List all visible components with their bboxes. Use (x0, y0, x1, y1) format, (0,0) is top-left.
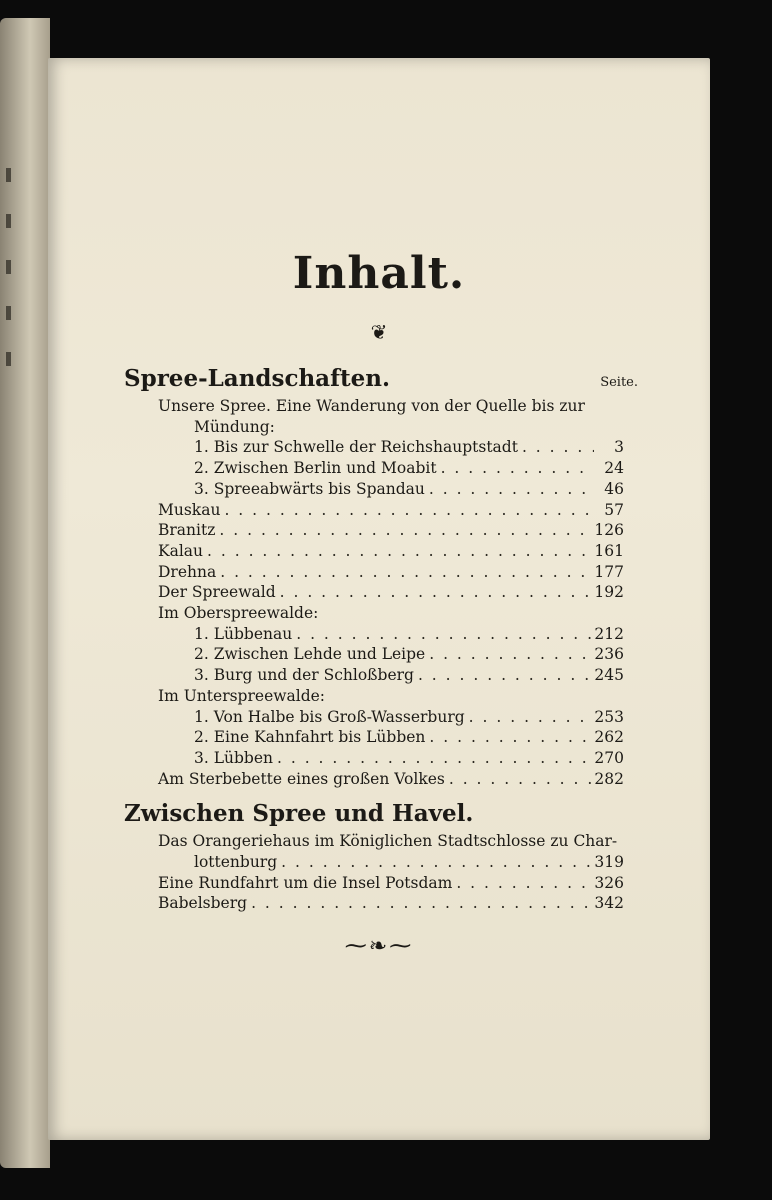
toc-entry (124, 562, 624, 583)
toc-entry (124, 437, 624, 458)
toc-entry-label: 2. Eine Kahnfahrt bis Lübben (194, 728, 426, 747)
toc-entry (124, 873, 624, 894)
toc-entry-label: 1. Lübbenau (194, 624, 293, 643)
leader-dots (276, 582, 594, 603)
toc-entry (124, 769, 624, 790)
toc-page-number: 177 (594, 562, 624, 581)
toc-page-number: 46 (604, 479, 624, 498)
toc-entry (124, 520, 624, 541)
leader-dots (292, 624, 594, 645)
toc-entry (124, 665, 624, 686)
toc-subheading: Im Oberspreewalde: (158, 604, 319, 623)
toc-page-number: 342 (594, 894, 624, 913)
toc-page-number: 253 (594, 707, 624, 726)
leader-dots (215, 520, 594, 541)
left-page-text-fragments (6, 168, 16, 398)
leader-dots (437, 458, 594, 479)
leader-dots (277, 852, 594, 873)
ornament-bottom-icon: ⁓❧⁓ (344, 934, 414, 959)
leader-dots (216, 562, 594, 583)
leader-dots (220, 500, 594, 521)
leader-dots (425, 479, 594, 500)
toc-entry (124, 644, 624, 665)
toc-entry (124, 624, 624, 645)
toc-entry-label: 1. Von Halbe bis Groß-Wasserburg (194, 707, 465, 726)
toc-entry-label: 1. Bis zur Schwelle der Reichshauptstadt (194, 438, 518, 457)
toc-entry (124, 582, 624, 603)
book-page (48, 58, 710, 1140)
section-heading-spree (124, 362, 638, 396)
leader-dots (425, 644, 594, 665)
toc-entry-label: 3. Lübben (194, 748, 273, 767)
toc-page-number: 236 (594, 645, 624, 664)
leader-dots (445, 769, 594, 790)
toc-page-number: 212 (594, 624, 624, 643)
toc-page-number: 161 (594, 541, 624, 560)
ornament-top-icon: ❦ (370, 320, 388, 344)
page-title: Inhalt. (292, 248, 466, 299)
toc-intro-line: Mündung: (194, 417, 275, 436)
toc-entry (124, 458, 624, 479)
toc-entry (124, 893, 624, 914)
toc-page-number: 126 (594, 521, 624, 540)
toc-entry-label: Kalau (158, 541, 204, 560)
seite-label: Seite. (600, 375, 638, 390)
toc-entry-label: Babelsberg (158, 894, 248, 913)
toc-entry (124, 727, 624, 748)
toc-page-number: 192 (594, 583, 624, 602)
section-heading-text: Spree-Landschaften. (124, 365, 390, 392)
leader-dots (414, 665, 594, 686)
section-heading-havel (124, 797, 624, 831)
toc-entry-label: Branitz (158, 521, 216, 540)
toc-entry-label: 3. Spreeabwärts bis Spandau (194, 479, 425, 498)
toc-entry (124, 500, 624, 521)
toc-page-number: 57 (604, 500, 624, 519)
toc-page-number: 3 (614, 438, 624, 457)
leader-dots (452, 873, 594, 894)
toc-subheading: Im Unterspreewalde: (158, 686, 326, 705)
toc-entry-label: 3. Burg und der Schloßberg (194, 666, 414, 685)
toc-entry (124, 852, 624, 873)
section-heading-text: Zwischen Spree und Havel. (124, 800, 474, 828)
leader-dots (273, 748, 594, 769)
toc-entry-label: Drehna (158, 562, 217, 581)
toc-entry-label: Muskau (158, 500, 221, 519)
toc-entry (124, 707, 624, 728)
toc-entry-label: Eine Rundfahrt um die Insel Potsdam (158, 873, 453, 892)
leader-dots (247, 893, 594, 914)
toc-page-number: 24 (604, 459, 624, 478)
toc-entry-label: Der Spreewald (158, 583, 276, 602)
toc-entry-line: Das Orangeriehaus im Königlichen Stadtschlosse zu Char- (158, 832, 618, 851)
toc-page-number: 326 (594, 873, 624, 892)
toc-entry-label: 2. Zwischen Lehde und Leipe (194, 645, 426, 664)
leader-dots (465, 707, 594, 728)
toc-intro-line: Unsere Spree. Eine Wanderung von der Quelle bis zur (158, 397, 585, 415)
toc-page-number: 245 (594, 666, 624, 685)
toc-entry-label: lottenburg (194, 853, 278, 872)
toc-entry (124, 541, 624, 562)
leader-dots (203, 541, 594, 562)
toc-page-number: 262 (594, 728, 624, 747)
table-of-contents (124, 358, 638, 914)
toc-entry-label: Am Sterbebette eines großen Volkes (158, 769, 445, 788)
leader-dots (425, 727, 594, 748)
toc-page-number: 319 (594, 853, 624, 872)
toc-page-number: 282 (594, 769, 624, 788)
toc-entry-label: 2. Zwischen Berlin und Moabit (194, 459, 437, 478)
toc-entry (124, 748, 624, 769)
toc-page-number: 270 (594, 748, 624, 767)
left-page-edge (0, 18, 50, 1168)
toc-entry (124, 479, 624, 500)
leader-dots (518, 437, 594, 458)
